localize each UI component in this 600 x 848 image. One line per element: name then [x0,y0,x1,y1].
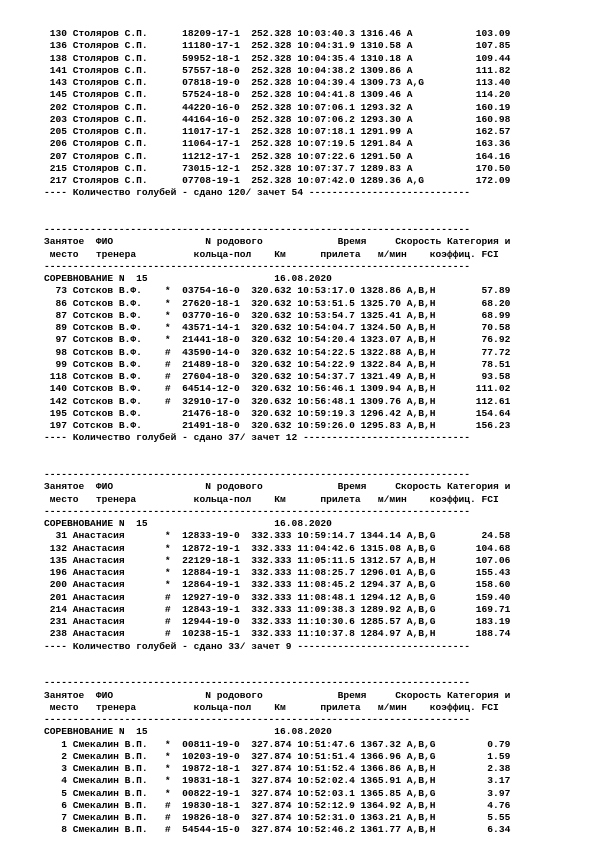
section-footer: ---- Количество голубей - сдано 120/ зачет 54 ---------------------------- [44,187,471,199]
separator-line: -------------------------------------------------------------------------- [44,505,471,517]
result-row: 195 Сотсков В.Ф. 21476-18-0 320.632 10:59:19.3 1296.42 A,B,H 154.64 [44,407,511,419]
separator-line: -------------------------------------------------------------------------- [44,677,471,689]
result-row: 4 Смекалин В.П. * 19831-18-1 327.874 10:52:02.4 1365.91 A,B,H 3.17 [44,775,511,787]
blank-line [44,653,510,665]
separator-line: -------------------------------------------------------------------------- [44,224,471,235]
result-row: 135 Анастасия * 22129-18-1 332.333 11:05:11.5 1312.57 A,B,H 107.06 [44,554,511,566]
result-row: 142 Сотсков В.Ф. # 32910-17-0 320.632 10:56:48.1 1309.76 A,B,H 112.61 [44,395,511,407]
result-row: 197 Сотсков В.Ф. 21491-18-0 320.632 10:59:26.0 1295.83 A,B,H 156.23 [44,420,511,431]
result-row: 145 Столяров С.П. 57524-18-0 252.328 10:04:41.8 1309.46 A 114.20 [44,89,511,101]
result-row: 5 Смекалин В.П. * 00822-19-1 327.874 10:52:03.1 1365.85 A,B,G 3.97 [44,787,511,799]
result-row: 206 Столяров С.П. 11064-17-1 252.328 10:07:19.5 1291.84 A 163.36 [44,138,511,150]
result-row: 231 Анастасия # 12944-19-0 332.333 11:10:30.6 1285.57 A,B,G 183.19 [44,616,511,627]
column-header-row-2: место тренера кольца-пол Км прилета м/мин коэффиц. FCI [44,493,499,505]
result-row: 3 Смекалин В.П. * 19872-18-1 327.874 10:51:52.4 1366.86 A,B,H 2.38 [44,763,511,774]
column-header-row-1: Занятое ФИО N родового Время Скорость Категория и [44,236,511,248]
result-row: 141 Столяров С.П. 57557-18-0 252.328 10:04:38.2 1309.86 A 111.82 [44,64,511,76]
result-row: 214 Анастасия # 12843-19-1 332.333 11:09:38.3 1289.92 A,B,G 169.71 [44,603,511,615]
result-row: 138 Столяров С.П. 59952-18-1 252.328 10:04:35.4 1310.18 A 109.44 [44,52,511,64]
result-row: 118 Сотсков В.Ф. # 27604-18-0 320.632 10:54:37.7 1321.49 A,B,H 93.58 [44,371,511,382]
result-row: 140 Сотсков В.Ф. # 64514-12-0 320.632 10:56:46.1 1309.94 A,B,H 111.02 [44,383,511,395]
result-row: 7 Смекалин В.П. # 19826-18-0 327.874 10:52:31.0 1363.21 A,B,H 5.55 [44,812,511,823]
result-row: 8 Смекалин В.П. # 54544-15-0 327.874 10:52:46.2 1361.77 A,B,H 6.34 [44,824,511,836]
result-row: 202 Столяров С.П. 44220-16-0 252.328 10:07:06.1 1293.32 A 160.19 [44,101,511,113]
result-row: 31 Анастасия * 12833-19-0 332.333 10:59:14.7 1344.14 A,B,G 24.58 [44,530,511,542]
result-row: 99 Сотсков В.Ф. # 21489-18-0 320.632 10:54:22.9 1322.84 A,B,H 78.51 [44,358,511,370]
blank-line [44,445,510,457]
column-header-row-1: Занятое ФИО N родового Время Скорость Категория и [44,481,511,493]
result-row: 200 Анастасия * 12864-19-1 332.333 11:08:45.2 1294.37 A,B,G 158.60 [44,579,511,591]
column-header-row-1: Занятое ФИО N родового Время Скорость Категория и [44,689,511,701]
section-footer: ---- Количество голубей - сдано 33/ зачет 9 ------------------------------ [44,640,471,652]
result-row: 207 Столяров С.П. 11212-17-1 252.328 10:07:22.6 1291.50 A 164.16 [44,150,511,162]
separator-line: -------------------------------------------------------------------------- [44,714,471,725]
result-row: 143 Столяров С.П. 07818-19-0 252.328 10:04:39.4 1309.73 A,G 113.40 [44,77,511,88]
result-row: 2 Смекалин В.П. * 10203-19-0 327.874 10:51:51.4 1366.96 A,B,G 1.59 [44,750,511,762]
result-row: 1 Смекалин В.П. * 00811-19-0 327.874 10:51:47.6 1367.32 A,B,G 0.79 [44,738,511,750]
column-header-row-2: место тренера кольца-пол Км прилета м/мин коэффиц. FCI [44,248,499,260]
blank-line [44,200,510,212]
result-row: 98 Сотсков В.Ф. # 43590-14-0 320.632 10:54:22.5 1322.88 A,B,H 77.72 [44,346,511,358]
blank-line [44,457,510,469]
result-row: 217 Столяров С.П. 07708-19-1 252.328 10:07:42.0 1289.36 A,G 172.09 [44,175,511,186]
result-row: 205 Столяров С.П. 11017-17-1 252.328 10:07:18.1 1291.99 A 162.57 [44,126,511,137]
result-row: 97 Сотсков В.Ф. * 21441-18-0 320.632 10:54:20.4 1323.07 A,B,H 76.92 [44,334,511,346]
result-row: 130 Столяров С.П. 18209-17-1 252.328 10:03:40.3 1316.46 A 103.09 [44,28,511,39]
section-footer: ---- Количество голубей - сдано 37/ зачет 12 ----------------------------- [44,432,471,444]
competition-heading: СОРЕВНОВАНИЕ N 15 16.08.2020 [44,518,332,529]
result-row: 86 Сотсков В.Ф. * 27620-18-1 320.632 10:53:51.5 1325.70 A,B,H 68.20 [44,297,511,309]
separator-line: -------------------------------------------------------------------------- [44,260,471,272]
separator-line: -------------------------------------------------------------------------- [44,469,471,480]
blank-line [44,665,510,677]
result-row: 203 Столяров С.П. 44164-16-0 252.328 10:07:06.2 1293.30 A 160.98 [44,113,511,125]
result-row: 73 Сотсков В.Ф. * 03754-16-0 320.632 10:53:17.0 1328.86 A,B,H 57.89 [44,285,511,297]
competition-heading: СОРЕВНОВАНИЕ N 15 16.08.2020 [44,726,332,738]
result-row: 6 Смекалин В.П. # 19830-18-1 327.874 10:52:12.9 1364.92 A,B,H 4.76 [44,799,511,811]
result-row: 89 Сотсков В.Ф. * 43571-14-1 320.632 10:54:04.7 1324.50 A,B,H 70.58 [44,322,511,333]
results-document [44,28,510,837]
competition-heading: СОРЕВНОВАНИЕ N 15 16.08.2020 [44,273,332,284]
result-row: 196 Анастасия * 12884-19-1 332.333 11:08:25.7 1296.01 A,B,G 155.43 [44,567,511,578]
result-row: 132 Анастасия * 12872-19-1 332.333 11:04:42.6 1315.08 A,B,G 104.68 [44,542,511,554]
result-row: 87 Сотсков В.Ф. * 03770-16-0 320.632 10:53:54.7 1325.41 A,B,H 68.99 [44,309,511,321]
blank-line [44,212,510,224]
result-row: 201 Анастасия # 12927-19-0 332.333 11:08:48.1 1294.12 A,B,G 159.40 [44,591,511,603]
result-row: 238 Анастасия # 10238-15-1 332.333 11:10:37.8 1284.97 A,B,H 188.74 [44,628,511,640]
column-header-row-2: место тренера кольца-пол Км прилета м/мин коэффиц. FCI [44,701,499,713]
result-row: 215 Столяров С.П. 73015-12-1 252.328 10:07:37.7 1289.83 A 170.50 [44,162,511,174]
result-row: 136 Столяров С.П. 11180-17-1 252.328 10:04:31.9 1310.58 A 107.85 [44,40,511,52]
